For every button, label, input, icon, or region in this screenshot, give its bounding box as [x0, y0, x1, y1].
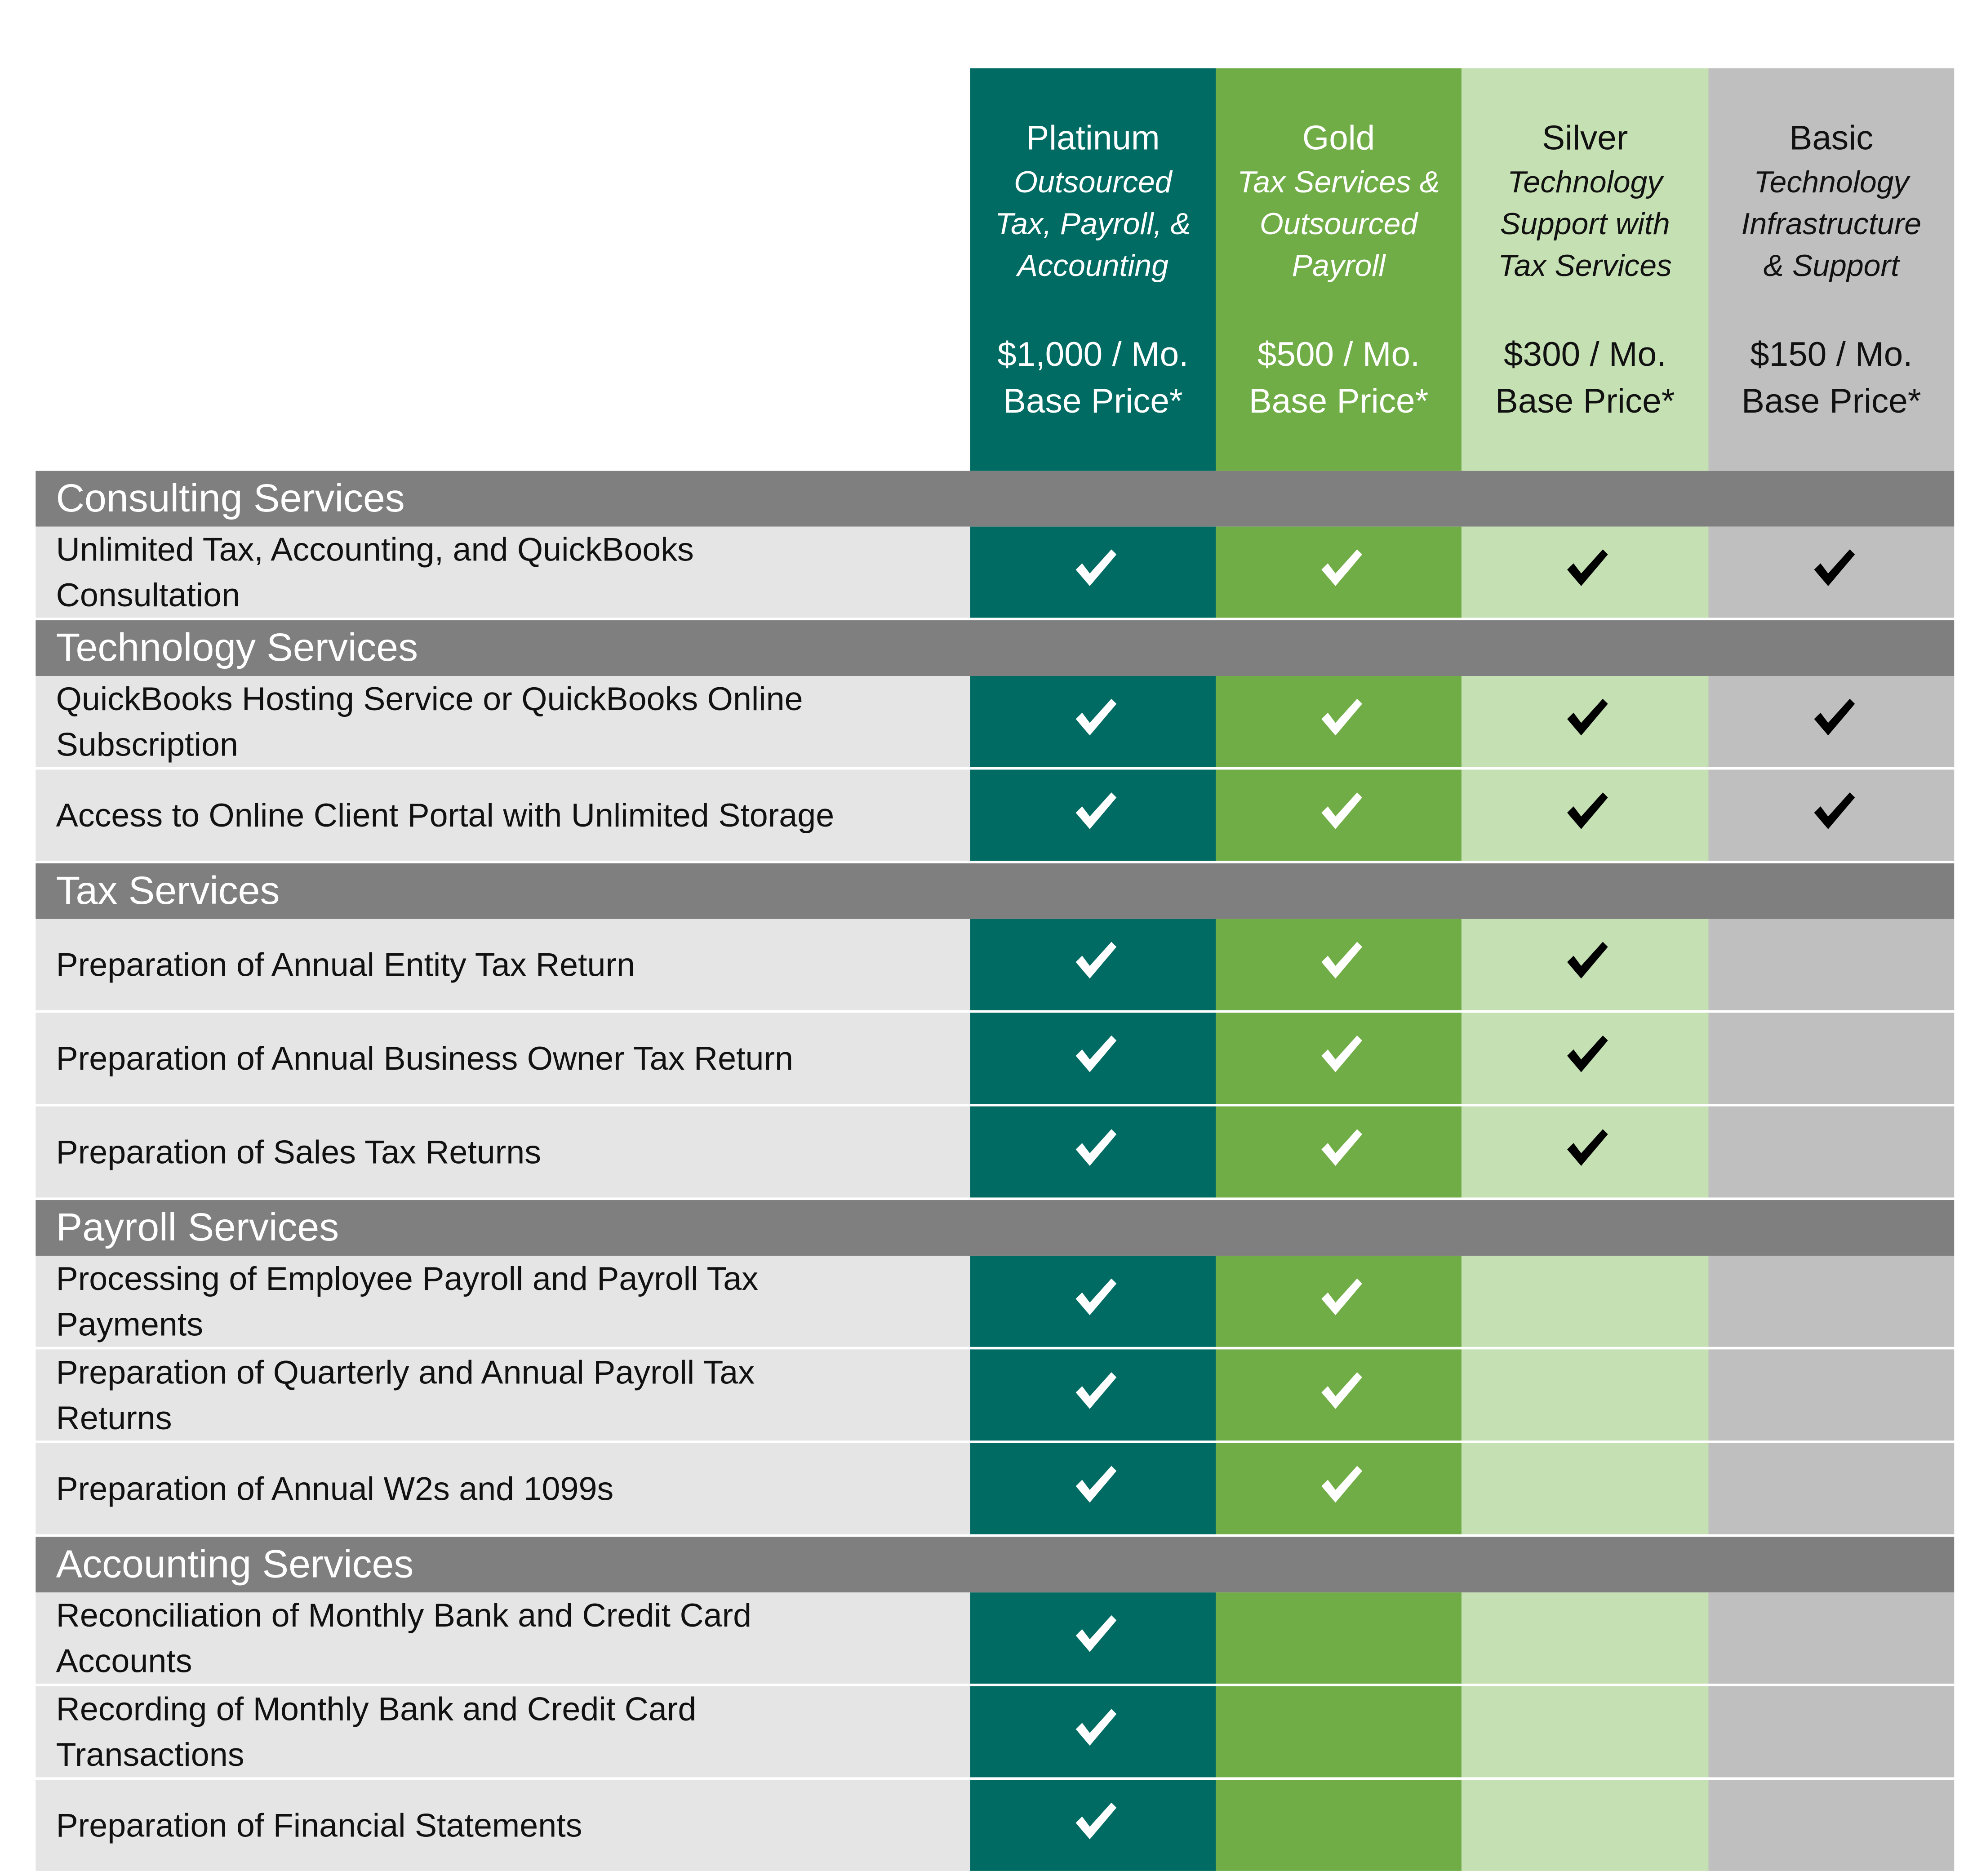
tier-header-platinum — [970, 68, 1216, 471]
checkmark-icon — [1072, 1371, 1118, 1411]
service-name: Processing of Employee Payroll and Payroll Tax Payments — [56, 1259, 759, 1343]
tier-description: Technology Support with Tax Services — [1498, 165, 1672, 284]
tier-cell-basic — [1708, 1107, 1954, 1198]
tier-cell-basic — [1708, 1256, 1954, 1347]
tier-cell-basic — [1708, 676, 1954, 767]
tier-price-note: Base Price* — [1003, 382, 1183, 421]
tier-cell-gold — [1216, 919, 1462, 1010]
service-row-label — [36, 1107, 970, 1198]
tier-cell-gold — [1216, 1592, 1462, 1684]
tier-cell-platinum — [970, 769, 1216, 861]
checkmark-icon — [1810, 548, 1856, 589]
tier-name: Silver — [1542, 119, 1628, 157]
section-header — [36, 620, 1954, 676]
tier-header-gold — [1216, 68, 1462, 471]
service-name: Access to Online Client Portal with Unlimited Storage — [56, 796, 835, 835]
checkmark-icon — [1564, 1034, 1609, 1075]
service-row-label — [36, 1780, 970, 1871]
tier-cell-platinum — [970, 1686, 1216, 1778]
tier-cell-basic — [1708, 1013, 1954, 1104]
checkmark-icon — [1072, 698, 1118, 738]
section-header — [36, 1537, 1954, 1592]
tier-cell-silver — [1462, 1349, 1709, 1440]
tier-cell-gold — [1216, 1256, 1462, 1347]
tier-cell-gold — [1216, 676, 1462, 767]
tier-cell-gold — [1216, 769, 1462, 861]
checkmark-icon — [1564, 548, 1609, 589]
checkmark-icon — [1810, 791, 1856, 831]
section-title: Consulting Services — [56, 476, 405, 520]
section-title: Payroll Services — [56, 1205, 339, 1249]
checkmark-icon — [1072, 1128, 1118, 1169]
tier-cell-platinum — [970, 1592, 1216, 1684]
tier-cell-platinum — [970, 527, 1216, 618]
service-row-label — [36, 1256, 970, 1347]
tier-description: Outsourced Tax, Payroll, & Accounting — [995, 165, 1191, 284]
section-header — [36, 471, 1954, 527]
tier-price-note: Base Price* — [1742, 382, 1921, 421]
tier-cell-gold — [1216, 1349, 1462, 1440]
service-name: Preparation of Financial Statements — [56, 1806, 582, 1845]
tier-cell-gold — [1216, 1107, 1462, 1198]
tier-cell-silver — [1462, 1592, 1709, 1684]
service-row-label — [36, 769, 970, 861]
service-row-label — [36, 527, 970, 618]
section-title: Tax Services — [56, 868, 280, 913]
service-name: Preparation of Sales Tax Returns — [56, 1133, 542, 1171]
tier-description: Technology Infrastructure & Support — [1741, 165, 1922, 284]
tier-header-basic — [1708, 68, 1954, 471]
tier-price: $150 / Mo. — [1750, 335, 1913, 373]
tier-name: Platinum — [1026, 119, 1160, 157]
tier-cell-basic — [1708, 769, 1954, 861]
tier-cell-gold — [1216, 527, 1462, 618]
tier-cell-silver — [1462, 1107, 1709, 1198]
tier-cell-silver — [1462, 1256, 1709, 1347]
service-name: Preparation of Annual W2s and 1099s — [56, 1469, 614, 1508]
checkmark-icon — [1318, 1034, 1364, 1075]
tier-cell-basic — [1708, 1780, 1954, 1871]
tier-price-note: Base Price* — [1248, 382, 1429, 421]
tier-cell-platinum — [970, 1349, 1216, 1440]
service-name: Preparation of Annual Entity Tax Return — [56, 945, 635, 984]
service-row-label — [36, 1349, 970, 1440]
tier-cell-silver — [1462, 919, 1709, 1010]
tier-cell-platinum — [970, 676, 1216, 767]
section-header — [36, 863, 1954, 919]
checkmark-icon — [1564, 698, 1609, 738]
tier-cell-platinum — [970, 919, 1216, 1010]
tier-price-note: Base Price* — [1495, 382, 1675, 421]
tier-cell-silver — [1462, 527, 1709, 618]
checkmark-icon — [1810, 698, 1856, 738]
service-row-label — [36, 1686, 970, 1778]
section-title: Technology Services — [56, 625, 418, 670]
tier-price: $500 / Mo. — [1257, 335, 1420, 373]
service-row-label — [36, 676, 970, 767]
tier-cell-basic — [1708, 1686, 1954, 1778]
service-row-label — [36, 1013, 970, 1104]
tier-cell-silver — [1462, 676, 1709, 767]
service-name: Preparation of Quarterly and Annual Payroll Tax Returns — [56, 1353, 755, 1437]
checkmark-icon — [1072, 548, 1118, 589]
tier-cell-silver — [1462, 1686, 1709, 1778]
tier-name: Basic — [1789, 119, 1874, 157]
checkmark-icon — [1072, 1034, 1118, 1075]
tier-cell-platinum — [970, 1780, 1216, 1871]
checkmark-icon — [1072, 1277, 1118, 1318]
tier-price: $300 / Mo. — [1503, 335, 1666, 373]
tier-cell-platinum — [970, 1256, 1216, 1347]
checkmark-icon — [1318, 1371, 1364, 1411]
service-name: Unlimited Tax, Accounting, and QuickBooks Consultation — [56, 530, 694, 614]
checkmark-icon — [1318, 791, 1364, 831]
service-name: Preparation of Annual Business Owner Tax Return — [56, 1039, 793, 1077]
tier-cell-basic — [1708, 527, 1954, 618]
tier-cell-platinum — [970, 1443, 1216, 1534]
tier-cell-silver — [1462, 1013, 1709, 1104]
checkmark-icon — [1318, 1277, 1364, 1318]
checkmark-icon — [1072, 1614, 1118, 1654]
section-title: Accounting Services — [56, 1542, 414, 1587]
checkmark-icon — [1318, 548, 1364, 589]
tier-cell-silver — [1462, 1780, 1709, 1871]
checkmark-icon — [1072, 941, 1118, 981]
service-row-label — [36, 1443, 970, 1534]
tier-cell-basic — [1708, 919, 1954, 1010]
tier-cell-platinum — [970, 1013, 1216, 1104]
tier-cell-gold — [1216, 1686, 1462, 1778]
tier-price: $1,000 / Mo. — [997, 335, 1189, 373]
tier-header-silver — [1462, 68, 1709, 471]
tier-cell-basic — [1708, 1349, 1954, 1440]
checkmark-icon — [1318, 1128, 1364, 1169]
checkmark-icon — [1318, 698, 1364, 738]
checkmark-icon — [1072, 1801, 1118, 1842]
tier-cell-gold — [1216, 1443, 1462, 1534]
section-header — [36, 1200, 1954, 1256]
tier-cell-silver — [1462, 1443, 1709, 1534]
tier-cell-silver — [1462, 769, 1709, 861]
tier-cell-gold — [1216, 1780, 1462, 1871]
service-row-label — [36, 919, 970, 1010]
checkmark-icon — [1564, 791, 1609, 831]
checkmark-icon — [1564, 1128, 1609, 1169]
checkmark-icon — [1318, 1465, 1364, 1505]
service-row-label — [36, 1592, 970, 1684]
checkmark-icon — [1072, 1465, 1118, 1505]
tier-cell-basic — [1708, 1443, 1954, 1534]
tier-name: Gold — [1302, 119, 1375, 157]
checkmark-icon — [1072, 791, 1118, 831]
checkmark-icon — [1072, 1707, 1118, 1748]
tier-cell-basic — [1708, 1592, 1954, 1684]
service-name: QuickBooks Hosting Service or QuickBooks Online Subscription — [56, 680, 803, 764]
checkmark-icon — [1564, 941, 1609, 981]
checkmark-icon — [1318, 941, 1364, 981]
tier-cell-platinum — [970, 1107, 1216, 1198]
service-name: Recording of Monthly Bank and Credit Card Transactions — [56, 1690, 697, 1774]
tier-cell-gold — [1216, 1013, 1462, 1104]
tier-description: Tax Services & Outsourced Payroll — [1237, 165, 1440, 284]
service-name: Reconciliation of Monthly Bank and Credit Card Accounts — [56, 1596, 752, 1680]
